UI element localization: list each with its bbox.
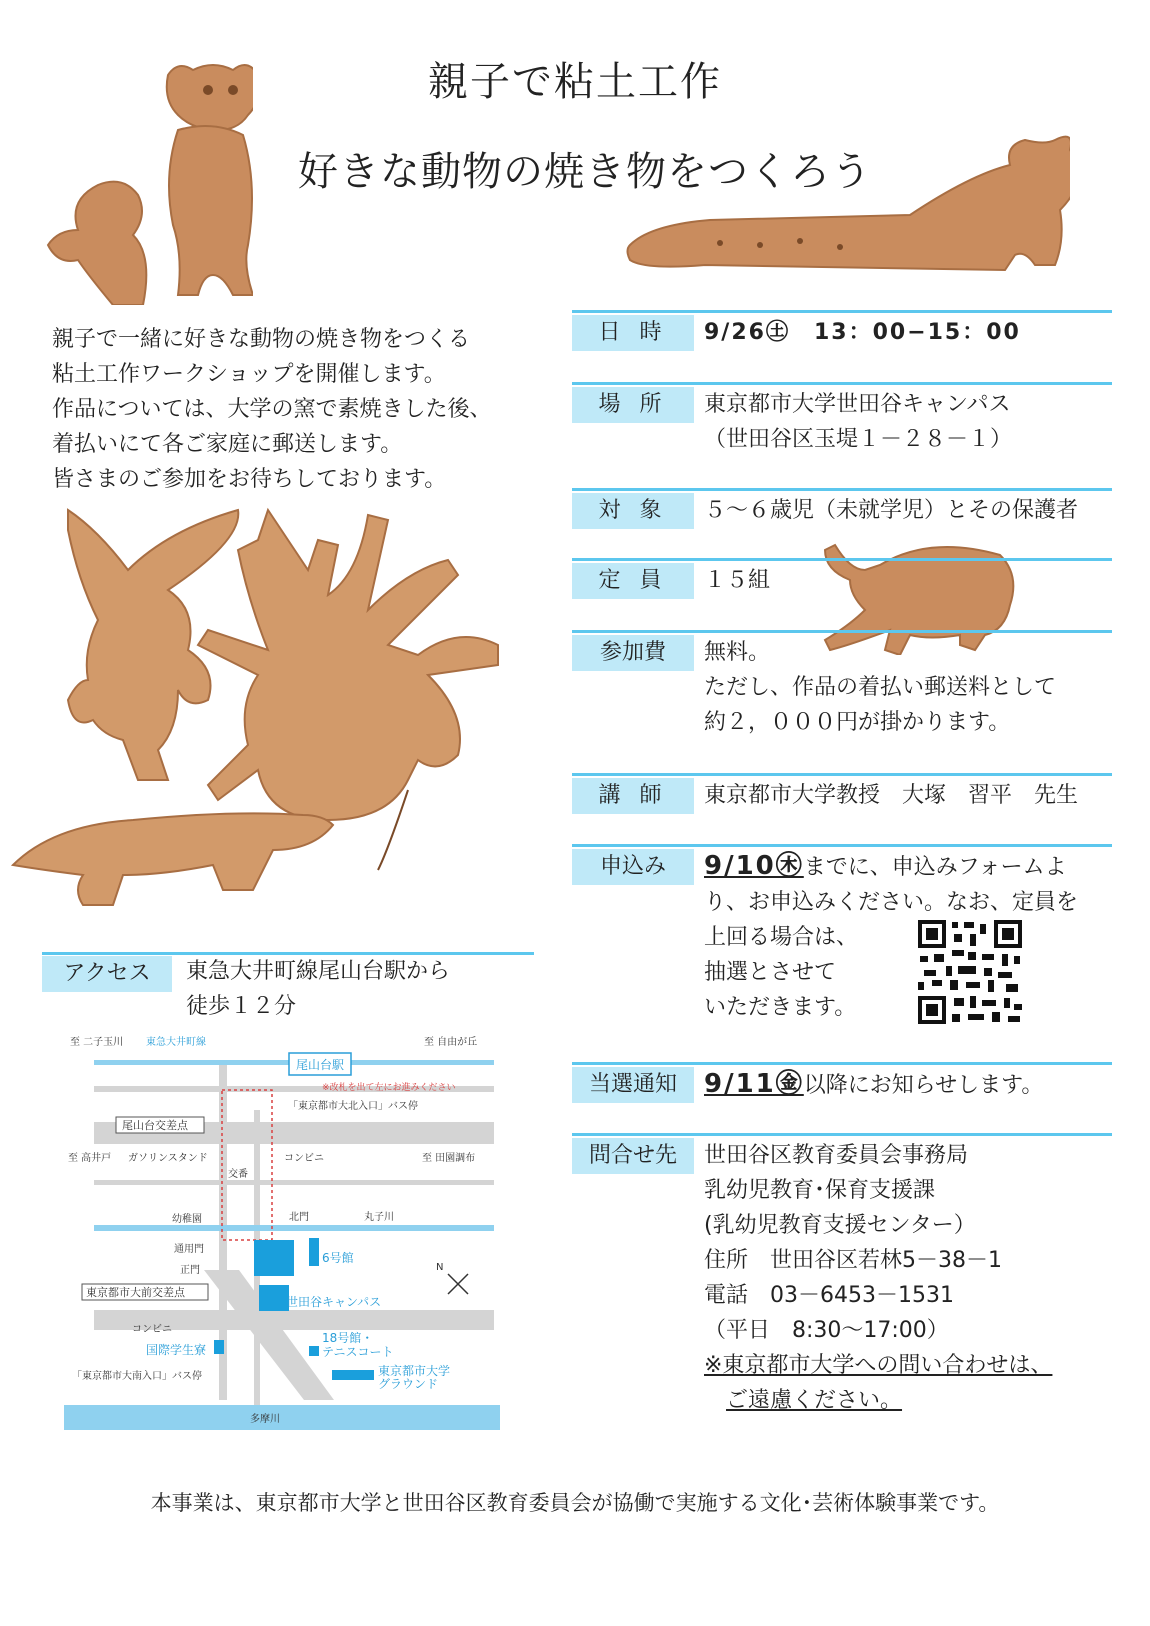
map-label: 18号館・ bbox=[322, 1331, 374, 1345]
apply-line: いただきます。 bbox=[704, 995, 857, 1020]
map-label: 丸子川 bbox=[364, 1212, 394, 1223]
row-divider bbox=[572, 773, 1112, 776]
page-title: 親子で粘土工作 bbox=[428, 59, 722, 105]
label-access: アクセス bbox=[42, 956, 172, 992]
fee-line: 約２，０００円が掛かります。 bbox=[704, 710, 1011, 735]
value-fee bbox=[704, 635, 1056, 740]
contact-line: 乳幼児教育･保育支援課 bbox=[704, 1178, 936, 1203]
row-divider bbox=[572, 382, 1112, 385]
intro-line: 皆さまのご参加をお待ちしております。 bbox=[52, 467, 447, 492]
map-label: 多摩川 bbox=[250, 1414, 280, 1425]
label-capacity: 定 員 bbox=[572, 563, 694, 599]
contact-line: （平日 8:30～17:00） bbox=[704, 1318, 949, 1343]
clay-cat-long-body bbox=[620, 125, 1070, 305]
apply-deadline: 9/10㊍ bbox=[704, 851, 804, 881]
value-notice bbox=[704, 1067, 1043, 1103]
apply-line: り、お申込みください。なお、定員を bbox=[704, 890, 1079, 915]
map-label: 6号館 bbox=[322, 1251, 354, 1265]
place-line: （世田谷区玉堤１－２８－１） bbox=[704, 427, 1013, 452]
row-divider bbox=[572, 630, 1112, 633]
contact-line: 世田谷区教育委員会事務局 bbox=[704, 1143, 969, 1168]
map-label: 交番 bbox=[228, 1169, 248, 1180]
map-label: 東京都市大前交差点 bbox=[86, 1286, 185, 1299]
map-label: コンビニ bbox=[132, 1324, 172, 1335]
footer-note: 本事業は、東京都市大学と世田谷区教育委員会が協働で実施する文化･芸術体験事業です。 bbox=[150, 1491, 1000, 1515]
map-label: 正門 bbox=[180, 1265, 200, 1276]
map-label: 尾山台駅 bbox=[296, 1058, 345, 1072]
place-line: 東京都市大学世田谷キャンパス bbox=[704, 392, 1011, 417]
map-label: 国際学生寮 bbox=[146, 1343, 207, 1357]
contact-line: 住所 世田谷区若林5－38－1 bbox=[704, 1248, 1002, 1273]
value-access bbox=[186, 954, 450, 1024]
map-label: 東急大井町線 bbox=[146, 1037, 206, 1048]
map-label: 世田谷キャンパス bbox=[286, 1295, 382, 1309]
access-map bbox=[64, 1030, 500, 1430]
clay-cat-standing bbox=[167, 65, 253, 295]
clay-small-figure bbox=[48, 182, 146, 305]
map-label: 至 田園調布 bbox=[422, 1153, 476, 1164]
label-contact: 問合せ先 bbox=[572, 1138, 694, 1174]
contact-line: 電話 03－6453－1531 bbox=[704, 1283, 954, 1308]
map-label: N bbox=[436, 1262, 444, 1273]
label-target: 対 象 bbox=[572, 493, 694, 529]
row-divider bbox=[572, 844, 1112, 847]
map-label: 北門 bbox=[289, 1212, 309, 1223]
row-divider bbox=[572, 1062, 1112, 1065]
map-label: 「東京都市大南入口」バス停 bbox=[72, 1371, 202, 1382]
intro-text bbox=[52, 322, 492, 497]
notice-text: 以降にお知らせします。 bbox=[803, 1073, 1044, 1098]
map-label: 「東京都市大北入口」バス停 bbox=[288, 1101, 418, 1112]
row-divider bbox=[572, 310, 1112, 313]
fee-line: 無料。 bbox=[704, 640, 771, 665]
intro-line: 親子で一緒に好きな動物の焼き物をつくる bbox=[52, 327, 471, 352]
apply-line: 上回る場合は、 bbox=[704, 925, 859, 950]
row-divider bbox=[572, 558, 1112, 561]
map-label: グラウンド bbox=[378, 1377, 439, 1391]
row-divider bbox=[572, 488, 1112, 491]
intro-line: 作品については、大学の窯で素焼きした後、 bbox=[52, 397, 492, 422]
page-subtitle: 好きな動物の焼き物をつくろう bbox=[298, 149, 872, 195]
intro-line: 粘土工作ワークショップを開催します。 bbox=[52, 362, 446, 387]
access-line: 徒歩１２分 bbox=[186, 994, 297, 1019]
apply-text: までに、申込みフォームよ bbox=[803, 855, 1067, 880]
label-place: 場 所 bbox=[572, 387, 694, 423]
clay-figures-top-left bbox=[38, 55, 253, 305]
access-line: 東急大井町線尾山台駅から bbox=[186, 959, 451, 984]
contact-note: ※東京都市大学への問い合わせは、 bbox=[704, 1353, 1053, 1378]
map-label: ※改札を出て左にお進みください bbox=[322, 1083, 456, 1093]
label-instructor: 講 師 bbox=[572, 778, 694, 814]
notice-date: 9/11㊎ bbox=[704, 1069, 804, 1099]
map-label: 東京都市大学 bbox=[378, 1364, 451, 1378]
value-contact bbox=[704, 1138, 1052, 1418]
contact-line: (乳幼児教育支援センター） bbox=[704, 1213, 976, 1238]
clay-crocodile bbox=[13, 813, 333, 905]
label-date: 日 時 bbox=[572, 315, 694, 351]
map-label: ガソリンスタンド bbox=[128, 1153, 208, 1164]
value-date: 9/26㊏ 13：00−15：00 bbox=[704, 320, 1021, 345]
qr-code[interactable] bbox=[918, 920, 1022, 1024]
map-label: 尾山台交差点 bbox=[122, 1119, 188, 1132]
map-label: 通用門 bbox=[174, 1244, 204, 1255]
map-label: 至 二子玉川 bbox=[70, 1037, 124, 1048]
fee-line: ただし、作品の着払い郵送料として bbox=[704, 675, 1057, 700]
clay-figures-middle bbox=[8, 490, 588, 930]
map-label: 至 自由が丘 bbox=[424, 1037, 478, 1048]
value-place bbox=[704, 387, 1012, 457]
map-label: 幼稚園 bbox=[172, 1214, 202, 1225]
intro-line: 着払いにて各ご家庭に郵送します。 bbox=[52, 432, 403, 457]
apply-line: 抽選とさせて bbox=[704, 960, 837, 985]
label-fee: 参加費 bbox=[572, 635, 694, 671]
map-label: 至 高井戸 bbox=[68, 1153, 112, 1164]
contact-note: ご遠慮ください。 bbox=[726, 1388, 903, 1413]
value-instructor: 東京都市大学教授 大塚 習平 先生 bbox=[704, 783, 1079, 808]
label-apply: 申込み bbox=[572, 849, 694, 885]
map-label: テニスコート bbox=[322, 1345, 394, 1359]
value-target: ５～６歳児（未就学児）とその保護者 bbox=[704, 498, 1079, 523]
value-capacity: １５組 bbox=[704, 568, 771, 593]
row-divider bbox=[572, 1133, 1112, 1136]
map-label: コンビニ bbox=[284, 1153, 324, 1164]
label-notice: 当選通知 bbox=[572, 1067, 694, 1103]
